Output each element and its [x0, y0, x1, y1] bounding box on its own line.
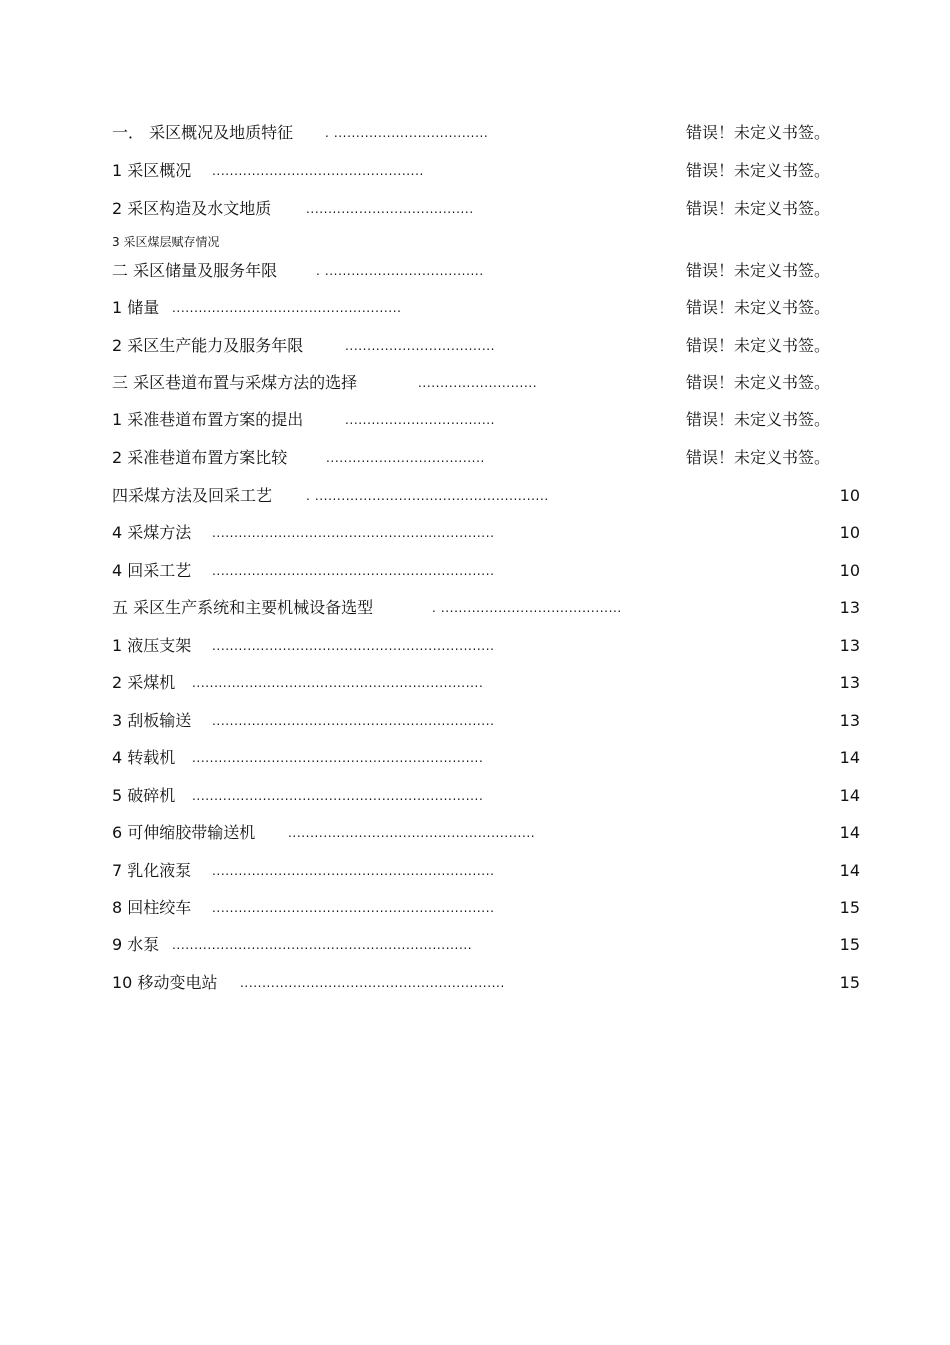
toc-entry-page: 13 [839, 711, 860, 730]
toc-entry-leader: . ................................... [325, 126, 489, 140]
toc-entry-title: 三 采区巷道布置与采煤方法的选择 [112, 373, 358, 392]
toc-entry[interactable] [0, 405, 950, 435]
toc-entry-page: 错误！未定义书签。 [686, 199, 831, 218]
toc-entry-page: 错误！未定义书签。 [686, 373, 831, 392]
toc-entry[interactable] [0, 331, 950, 361]
toc-entry-leader: ................................................ [212, 164, 424, 178]
toc-entry-title: 9 水泵 [112, 935, 160, 954]
toc-entry-title: 4 回采工艺 [112, 561, 192, 580]
toc-entry-leader: . ......................................... [432, 601, 622, 615]
toc-entry-page: 14 [839, 786, 860, 805]
toc-entry-page: 14 [839, 823, 860, 842]
toc-entry[interactable] [0, 856, 950, 886]
toc-entry-title: 五 采区生产系统和主要机械设备选型 [112, 598, 374, 617]
toc-entry[interactable] [0, 518, 950, 548]
toc-entry-title: 3 刮板输送 [112, 711, 192, 730]
toc-entry-page: 10 [839, 523, 860, 542]
toc-entry-leader: .................................................................. [192, 751, 484, 765]
toc-entry-page: 13 [839, 673, 860, 692]
toc-entry-title: 6 可伸缩胶带输送机 [112, 823, 256, 842]
toc-entry-title: 1 液压支架 [112, 636, 192, 655]
toc-entry-leader: ................................................................ [212, 564, 495, 578]
toc-entry-title: 一． 采区概况及地质特征 [112, 123, 294, 142]
toc-entry[interactable] [0, 194, 950, 224]
toc-entry-leader: . .................................... [316, 264, 484, 278]
toc-entry-leader: ................................................................ [212, 864, 495, 878]
toc-entry[interactable] [0, 156, 950, 186]
toc-entry-page: 错误！未定义书签。 [686, 298, 831, 317]
toc-entry-title: 2 采区构造及水文地质 [112, 199, 272, 218]
toc-entry-leader: .................................................................. [192, 789, 484, 803]
toc-entry-page: 13 [839, 636, 860, 655]
toc-entry[interactable] [0, 706, 950, 736]
toc-entry-leader: . ..................................................... [306, 489, 549, 503]
toc-entry[interactable] [0, 668, 950, 698]
toc-entry[interactable] [0, 556, 950, 586]
toc-entry[interactable] [0, 293, 950, 323]
toc-entry-title: 3 采区煤层赋存情况 [112, 235, 220, 249]
toc-entry-leader: .................................. [345, 339, 496, 353]
toc-entry-page: 15 [839, 973, 860, 992]
toc-entry-leader: ................................................................ [212, 901, 495, 915]
toc-entry[interactable] [0, 256, 950, 286]
toc-entry[interactable] [0, 930, 950, 960]
toc-entry-title: 二 采区储量及服务年限 [112, 261, 278, 280]
toc-entry-leader: ........................................................ [288, 826, 536, 840]
toc-entry-title: 2 采区生产能力及服务年限 [112, 336, 304, 355]
toc-entry-title: 4 转载机 [112, 748, 176, 767]
toc-entry[interactable] [0, 893, 950, 923]
toc-entry-title: 四采煤方法及回采工艺 [112, 486, 273, 505]
toc-entry-leader: ................................................................ [212, 714, 495, 728]
toc-entry[interactable] [0, 368, 950, 398]
toc-entry-leader: .................................................................. [192, 676, 484, 690]
toc-entry-page: 错误！未定义书签。 [686, 448, 831, 467]
toc-entry-title: 2 采煤机 [112, 673, 176, 692]
toc-entry[interactable] [0, 118, 950, 148]
toc-entry[interactable] [0, 781, 950, 811]
toc-entry-page: 错误！未定义书签。 [686, 336, 831, 355]
toc-entry[interactable] [0, 443, 950, 473]
toc-entry-page: 14 [839, 861, 860, 880]
toc-entry-title: 1 采区概况 [112, 161, 192, 180]
toc-entry[interactable] [0, 968, 950, 998]
toc-entry-page: 13 [839, 598, 860, 617]
toc-entry-page: 10 [839, 486, 860, 505]
toc-entry-leader: .................................... [326, 451, 485, 465]
toc-entry-leader: ................................................................ [212, 639, 495, 653]
toc-entry-title: 2 采准巷道布置方案比较 [112, 448, 288, 467]
toc-entry-page: 15 [839, 898, 860, 917]
toc-entry-leader: ............................................................ [240, 976, 505, 990]
toc-entry-title: 10 移动变电站 [112, 973, 218, 992]
toc-entry-page: 错误！未定义书签。 [686, 261, 831, 280]
toc-entry-page: 错误！未定义书签。 [686, 161, 831, 180]
toc-entry-page: 错误！未定义书签。 [686, 410, 831, 429]
toc-entry-leader: .................................. [345, 413, 496, 427]
toc-entry-leader: ...................................... [306, 202, 474, 216]
toc-entry-page: 14 [839, 748, 860, 767]
toc-entry[interactable] [0, 743, 950, 773]
toc-entry-title: 5 破碎机 [112, 786, 176, 805]
toc-entry-title: 7 乳化液泵 [112, 861, 192, 880]
toc-entry-title: 4 采煤方法 [112, 523, 192, 542]
toc-entry-title: 1 采准巷道布置方案的提出 [112, 410, 304, 429]
toc-entry[interactable] [0, 593, 950, 623]
toc-entry[interactable] [0, 818, 950, 848]
toc-entry[interactable] [0, 631, 950, 661]
toc-entry-page: 错误！未定义书签。 [686, 123, 831, 142]
toc-entry-title: 8 回柱绞车 [112, 898, 192, 917]
toc-entry-page: 10 [839, 561, 860, 580]
toc-entry[interactable] [0, 481, 950, 511]
toc-entry-leader: .................................................... [172, 301, 402, 315]
toc-entry-title: 1 储量 [112, 298, 160, 317]
toc-entry-page: 15 [839, 935, 860, 954]
toc-entry-leader: ........................... [418, 376, 538, 390]
toc-entry-leader: .................................................................... [172, 938, 473, 952]
toc-entry-leader: ................................................................ [212, 526, 495, 540]
